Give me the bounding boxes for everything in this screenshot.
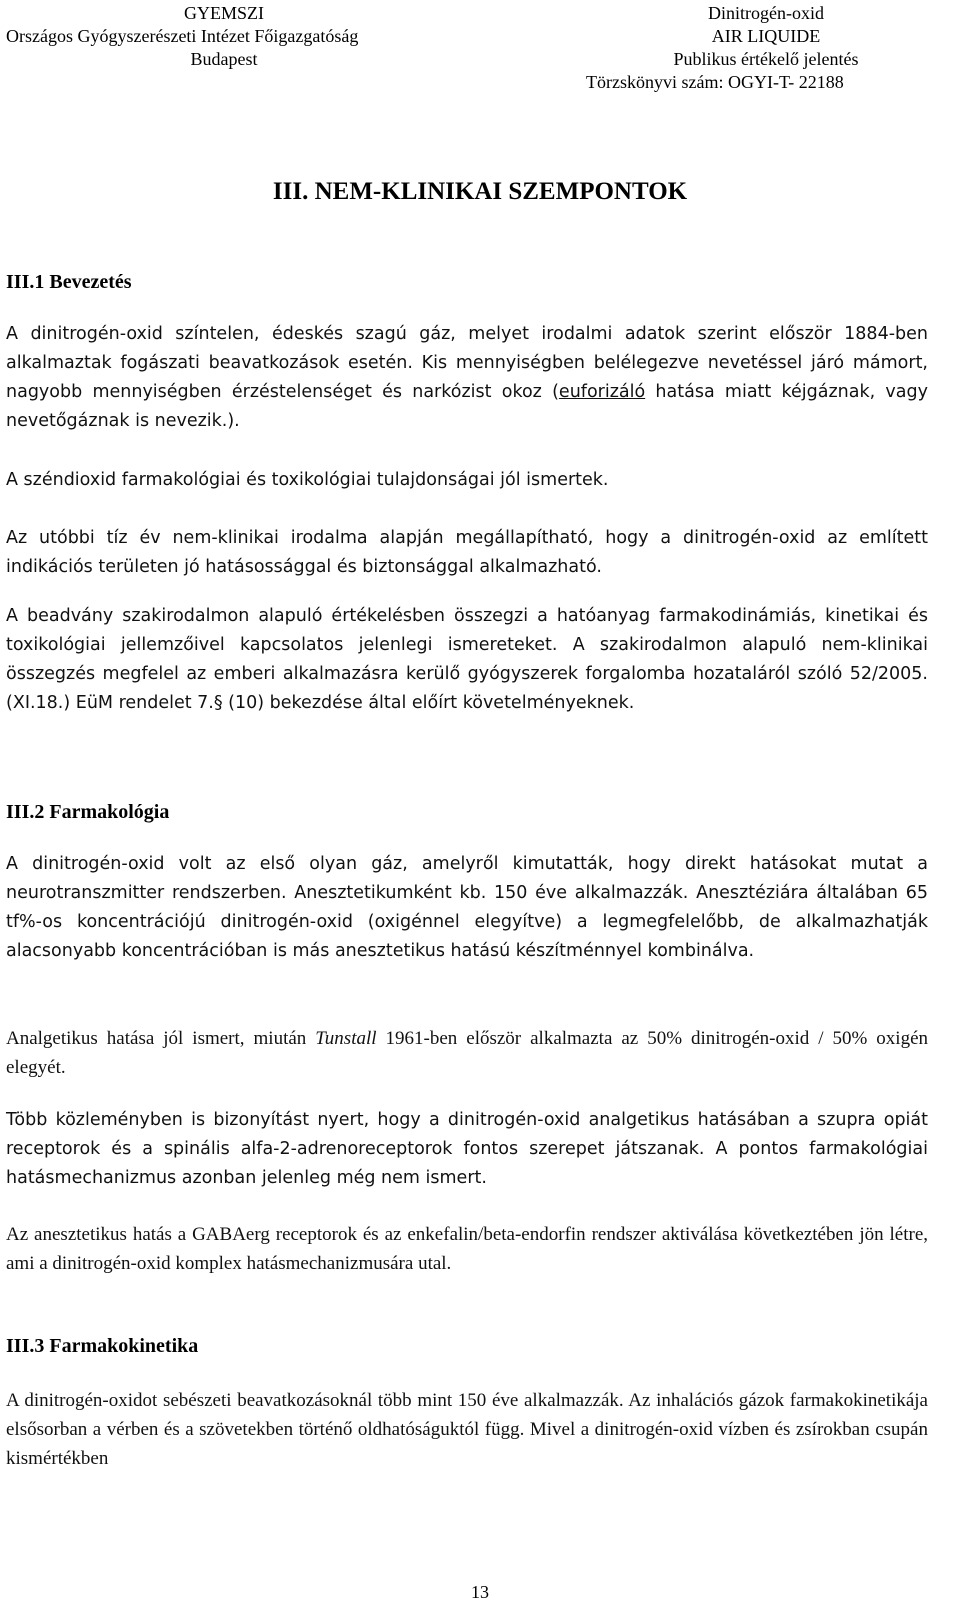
header-product: Dinitrogén-oxid <box>708 3 824 23</box>
text: A dinitrogén-oxid színtelen, édeskés szagú gáz, melyet irodalmi adatok szerint először 1884-ben alkalmaztak fogászati beavatkozások esetén. Kis mennyiségben belélegezve nevetéssel járó mámort, nagyobb mennyiségben érzéstelenséget és narkózist okoz ( <box>6 324 928 402</box>
underlined-term: euforizáló <box>558 382 646 402</box>
section-heading-pharmacokinetics: III.3 Farmakokinetika <box>6 1335 199 1357</box>
text: 1961-ben először alkalmazta az 50% dinitrogén-oxid / 50% oxigén elegyét. <box>6 1028 929 1078</box>
section-heading-pharmacology: III.2 Farmakológia <box>6 801 170 823</box>
paragraph-pharmacology-4: Az anesztetikus hatás a GABAerg receptorok és az enkefalin/beta-endorfin rendszer aktiválása következtében jön létre, ami a dinitrogén-oxid komplex hatásmechanizmusára utal. <box>6 1224 928 1274</box>
paragraph-intro-4: A beadvány szakirodalmon alapuló értékelésben összegzi a hatóanyag farmakodinámiás, kinetikai és toxikológiai jellemzőivel kapcsolatos jelenlegi ismereteket. A szakirodalmon alapuló nem-klinikai összegzés megfelel az emberi alkalmazásra kerülő gyógyszerek forgalomba hozataláról szóló 52/2005. (XI.18.) EüM rendelet 7.§ (10) bekezdése által előírt követelményeknek. <box>6 606 928 713</box>
text: hatása miatt kéjgáznak, vagy nevetőgáznak is nevezik.). <box>6 382 928 431</box>
header-org-full: Országos Gyógyszerészeti Intézet Főigazgatóság <box>6 26 359 46</box>
text: Analgetikus hatása jól ismert, miután <box>6 1028 316 1049</box>
paragraph-intro-3: Az utóbbi tíz év nem-klinikai irodalma alapján megállapítható, hogy a dinitrogén-oxid az említett indikációs területen jó hatásossággal és biztonsággal alkalmazható. <box>6 528 928 577</box>
chapter-title: III. NEM-KLINIKAI SZEMPONTOK <box>272 178 688 205</box>
page-number: 13 <box>471 1582 489 1602</box>
header-right <box>586 2 946 94</box>
paragraph-intro-2: A széndioxid farmakológiai és toxikológiai tulajdonságai jól ismertek. <box>6 470 609 490</box>
paragraph-pharmacology-2 <box>6 1024 928 1082</box>
paragraph-intro-1 <box>6 320 928 436</box>
paragraph-pharmacology-3: Több közleményben is bizonyítást nyert, hogy a dinitrogén-oxid analgetikus hatásában a szupra opiát receptorok és a spinális alfa-2-adrenoreceptorok fontos szerepet játszanak. A pontos farmakológiai hatásmechanizmus azonban jelenleg még nem ismert. <box>6 1110 928 1188</box>
header-registration-number: Törzskönyvi szám: OGYI-T- 22188 <box>586 72 844 92</box>
header-report-type: Publikus értékelő jelentés <box>673 49 859 69</box>
section-heading-introduction: III.1 Bevezetés <box>6 271 132 293</box>
header-company: AIR LIQUIDE <box>711 26 821 46</box>
paragraph-pharmacokinetics-1: A dinitrogén-oxidot sebészeti beavatkozásoknál több mint 150 éve alkalmazzák. Az inhalációs gázok farmakokinetikája elsősorban a vérben és a szövetekben történő oldhatóságuktól függ. Mivel a dinitrogén-oxid vízben és zsírokban csupán kismértékben <box>6 1390 928 1469</box>
header-left <box>6 2 476 71</box>
header-city: Budapest <box>190 49 258 69</box>
italic-name: Tunstall <box>315 1028 377 1049</box>
header-org-short: GYEMSZI <box>184 3 264 23</box>
paragraph-pharmacology-1: A dinitrogén-oxid volt az első olyan gáz, amelyről kimutatták, hogy direkt hatásokat mutat a neurotranszmitter rendszerben. Anesztetikumként kb. 150 éve alkalmazzák. Anesztéziára általában 65 tf%-os koncentrációjú dinitrogén-oxid (oxigénnel elegyítve) a legmegfelelőbb, de alkalmazhatják alacsonyabb koncentrációban is más anesztetikus hatású készítménnyel kombinálva. <box>6 854 928 961</box>
